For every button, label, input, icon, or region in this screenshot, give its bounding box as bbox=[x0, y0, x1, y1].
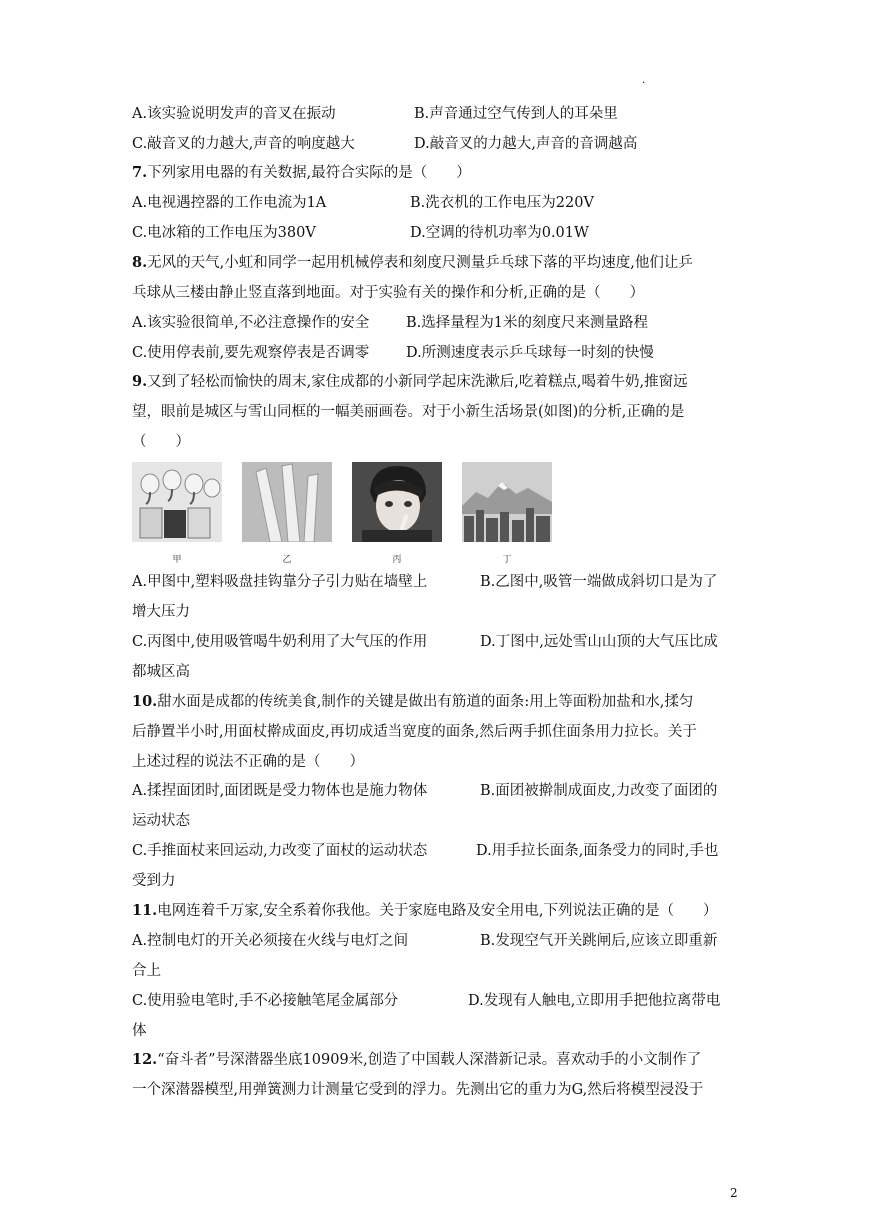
q10-option-b-line1: B.面团被擀制成面皮,力改变了面团的 bbox=[480, 783, 718, 799]
q7-option-d: D.空调的待机功率为0.01W bbox=[410, 225, 589, 241]
q10-text-1: 甜水面是成都的传统美食,制作的关键是做出有筋道的面条:用上等面粉加盐和水,揉匀 bbox=[157, 694, 694, 710]
q9-figure bbox=[132, 462, 572, 572]
suction-hooks-image bbox=[132, 462, 222, 542]
figure-label-bing: 丙 bbox=[392, 555, 402, 565]
q12-text-1: “奋斗者”号深潜器坐底10909米,创造了中国载人深潜新记录。喜欢动手的小文制作了 bbox=[157, 1052, 702, 1068]
q7-option-c: C.电冰箱的工作电压为380V bbox=[132, 225, 316, 241]
q10-stem-line1 bbox=[132, 692, 693, 712]
q11-option-d-line2: 体 bbox=[132, 1023, 147, 1039]
figure-label-ding: 丁 bbox=[502, 555, 512, 565]
q10-option-b-line2: 运动状态 bbox=[132, 813, 190, 829]
page-number: 2 bbox=[730, 1186, 738, 1200]
q8-text-1: 无风的天气,小虹和同学一起用机械停表和刻度尺测量乒乓球下落的平均速度,他们让乒 bbox=[147, 255, 693, 271]
q10-option-d-line1: D.用手拉长面条,面条受力的同时,手也 bbox=[476, 843, 719, 859]
q11-text: 电网连着千万家,安全系着你我他。关于家庭电路及安全用电,下列说法正确的是（ ） bbox=[157, 903, 718, 919]
q10-stem-line3: 上述过程的说法不正确的是（ ） bbox=[132, 754, 364, 770]
q7-option-b: B.洗衣机的工作电压为220V bbox=[410, 195, 594, 211]
q7-text: 下列家用电器的有关数据,最符合实际的是（ ） bbox=[147, 165, 471, 181]
q9-stem-line1 bbox=[132, 372, 688, 392]
q12-number: 12. bbox=[132, 1051, 158, 1068]
boy-drinking-image bbox=[352, 462, 442, 542]
q10-option-c: C.手推面杖来回运动,力改变了面杖的运动状态 bbox=[132, 843, 428, 859]
q11-option-b-line2: 合上 bbox=[132, 963, 161, 979]
q12-stem-line2: 一个深潜器模型,用弹簧测力计测量它受到的浮力。先测出它的重力为G,然后将模型浸没于 bbox=[132, 1082, 704, 1098]
stray-dot: · bbox=[642, 78, 646, 89]
q8-option-c: C.使用停表前,要先观察停表是否调零 bbox=[132, 345, 370, 361]
q6-option-a: A.该实验说明发声的音叉在振动 bbox=[132, 106, 336, 122]
q11-option-b-line1: B.发现空气开关跳闸后,应该立即重新 bbox=[480, 933, 718, 949]
q11-option-a: A.控制电灯的开关必须接在火线与电灯之间 bbox=[132, 933, 409, 949]
q6-option-d: D.敲音叉的力越大,声音的音调越高 bbox=[414, 136, 638, 152]
q9-option-d-line2: 都城区高 bbox=[132, 664, 190, 680]
figure-label-jia: 甲 bbox=[172, 555, 182, 565]
q8-number: 8. bbox=[132, 254, 148, 271]
q9-option-c: C.丙图中,使用吸管喝牛奶利用了大气压的作用 bbox=[132, 634, 428, 650]
q11-number: 11. bbox=[132, 902, 158, 919]
q7-option-a: A.电视遇控器的工作电流为1A bbox=[132, 195, 327, 211]
q6-option-b: B.声音通过空气传到人的耳朵里 bbox=[414, 106, 618, 122]
q9-text-1: 又到了轻松而愉快的周末,家住成都的小新同学起床洗漱后,吃着糕点,喝着牛奶,推窗远 bbox=[147, 374, 688, 390]
q9-option-b-line1: B.乙图中,吸管一端做成斜切口是为了 bbox=[480, 574, 718, 590]
q8-option-a: A.该实验很简单,不必注意操作的安全 bbox=[132, 315, 370, 331]
q7-stem bbox=[132, 163, 471, 183]
straws-image bbox=[242, 462, 332, 542]
q7-number: 7. bbox=[132, 164, 148, 181]
q11-option-c: C.使用验电笔时,手不必接触笔尾金属部分 bbox=[132, 993, 399, 1009]
q12-stem-line1 bbox=[132, 1050, 701, 1070]
q10-option-a: A.揉捏面团时,面团既是受力物体也是施力物体 bbox=[132, 783, 428, 799]
q11-option-d-line1: D.发现有人触电,立即用手把他拉离带电 bbox=[468, 993, 721, 1009]
q9-option-d-line1: D.丁图中,远处雪山山顶的大气压比成 bbox=[480, 634, 718, 650]
figure-label-yi: 乙 bbox=[282, 555, 292, 565]
q6-option-c: C.敲音叉的力越大,声音的响度越大 bbox=[132, 136, 355, 152]
q8-stem-line1 bbox=[132, 253, 693, 273]
q9-stem-line2: 望，眼前是城区与雪山同框的一幅美丽画卷。对于小新生活场景(如图)的分析,正确的是 bbox=[132, 404, 685, 420]
q10-number: 10. bbox=[132, 693, 158, 710]
q9-option-b-line2: 增大压力 bbox=[132, 604, 190, 620]
q9-number: 9. bbox=[132, 373, 148, 390]
q9-option-a: A.甲图中,塑料吸盘挂钩靠分子引力贴在墙壁上 bbox=[132, 574, 428, 590]
q8-option-b: B.选择量程为1米的刻度尺来测量路程 bbox=[406, 315, 648, 331]
q11-stem bbox=[132, 901, 717, 921]
q10-stem-line2: 后静置半小时,用面杖擀成面皮,再切成适当宽度的面条,然后两手抓住面条用力拉长。关于 bbox=[132, 724, 697, 740]
q8-option-d: D.所测速度表示乒乓球每一时刻的快慢 bbox=[406, 345, 654, 361]
q10-option-d-line2: 受到力 bbox=[132, 873, 176, 889]
q8-stem-line2: 乓球从三楼由静止竖直落到地面。对于实验有关的操作和分析,正确的是（ ） bbox=[132, 285, 645, 301]
q9-stem-line3: （ ） bbox=[132, 434, 190, 450]
city-mountain-image bbox=[462, 462, 552, 542]
